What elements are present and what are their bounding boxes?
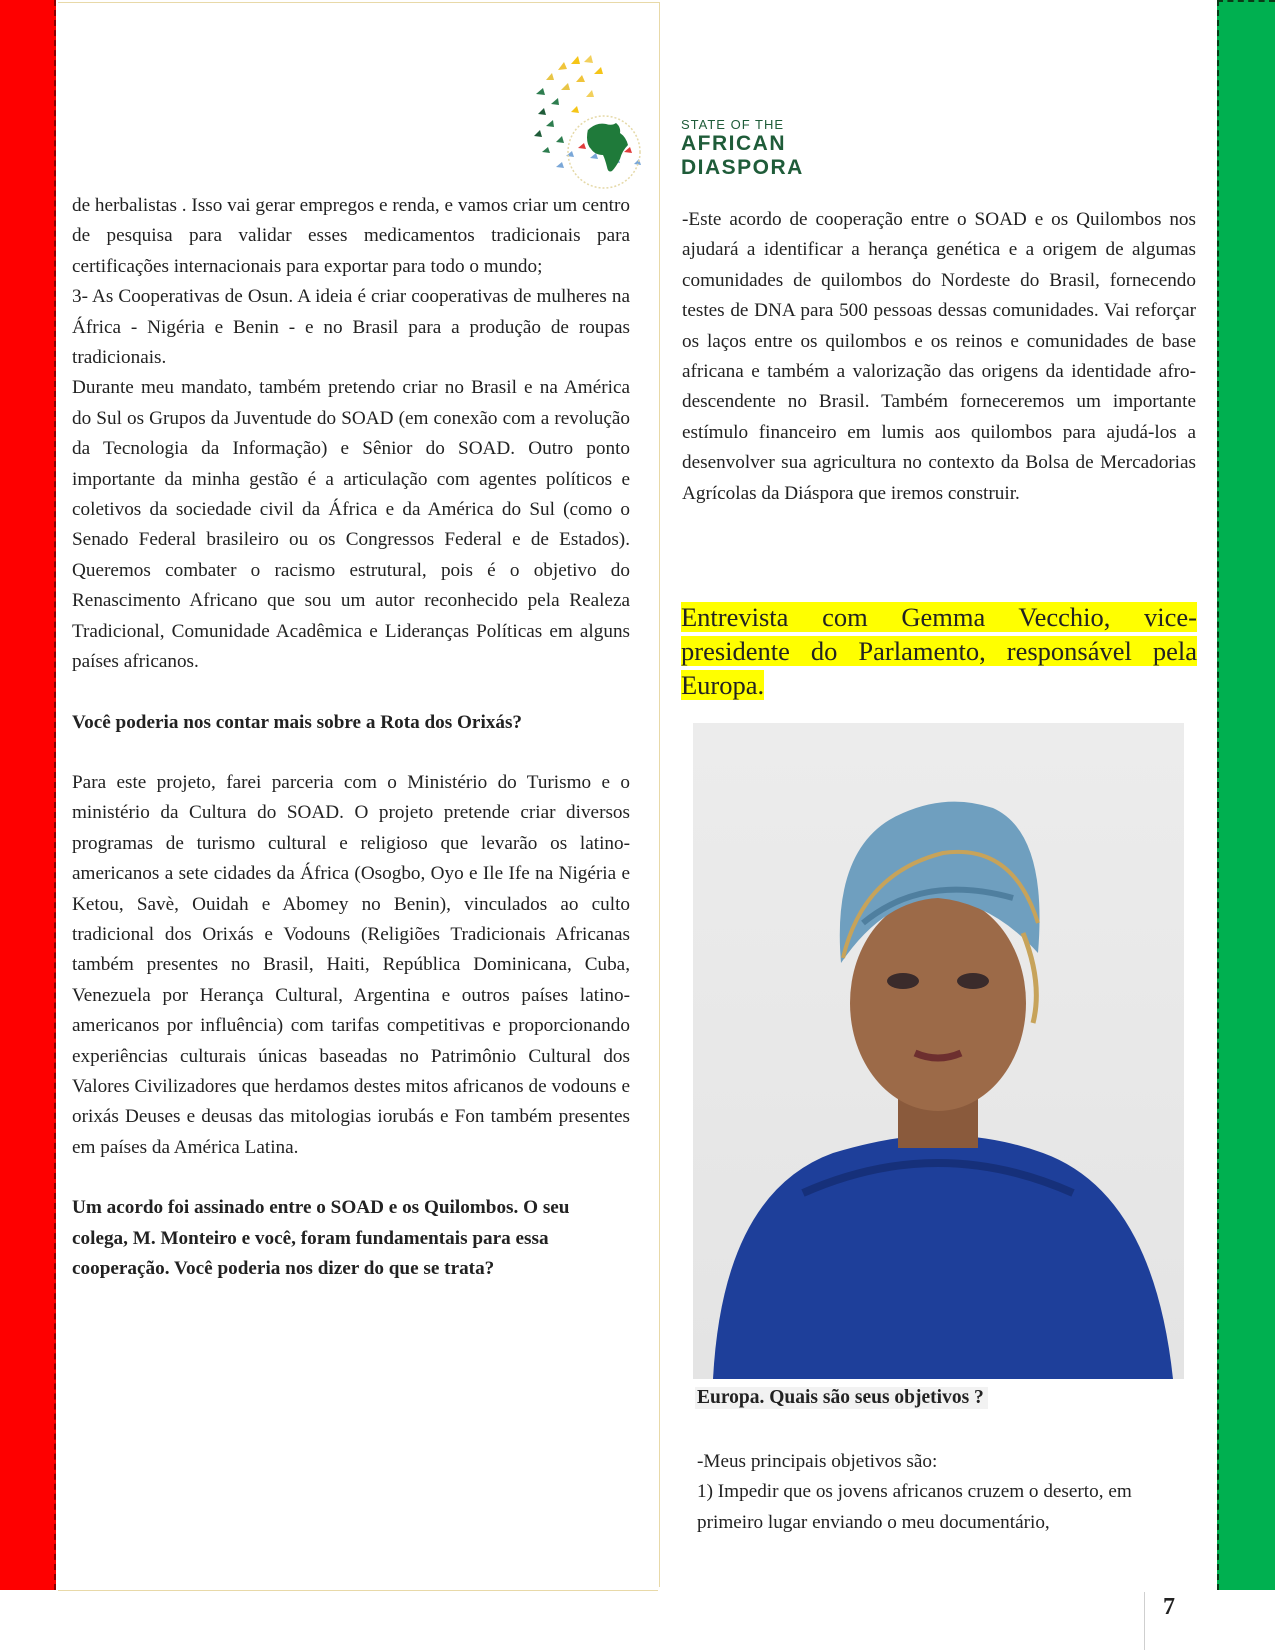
paragraph: -Este acordo de cooperação entre o SOAD e os Quilombos nos ajudará a identificar a herança genética e a origem de algumas comunidades de quilombos do Nordeste do Brasil, fornecendo testes de DNA para 500 pessoas dessas comunidades. Vai reforçar os laços entre os quilombos e os reinos e comunidades de base africana e também a valorização das origens da identidade afro-descendente no Brasil. Também forneceremos um importante estímulo financeiro em lumis aos quilombos para ajudá-los a desenvolver sua agricultura no contexto da Bolsa de Mercadorias Agrícolas da Diáspora que iremos construir.	[682, 209, 1196, 504]
paragraph: de herbalistas . Isso vai gerar empregos e renda, e vamos criar um centro de pesquisa para validar esses medicamentos tradicionais para certificações internacionais para exportar para todo o mundo;	[72, 195, 630, 277]
left-column	[72, 191, 630, 1284]
paragraph: Durante meu mandato, também pretendo criar no Brasil e na América do Sul os Grupos da Juventude do SOAD (em conexão com a revolução da Tecnologia da Informação) e Sênior do SOAD. Outro ponto importante da minha gestão é a articulação com agentes políticos e coletivos da sociedade civil da África e da América do Sul (como o Senado Federal brasileiro ou os Congressos Federal e de Estados). Queremos combater o racismo estrutural, pois é o objetivo do Renascimento Africano que sou um autor reconhecido pela Realeza Tradicional, Comunidade Acadêmica e Lideranças Políticas em alguns países africanos.	[72, 377, 630, 673]
frame-line	[58, 1590, 658, 1591]
interview-question: Um acordo foi assinado entre o SOAD e os Quilombos. O seu colega, M. Monteiro e você, foram fundamentais para essa cooperação. Você poderia nos dizer do que se trata?	[72, 1197, 570, 1279]
logo-wordmark	[681, 117, 804, 180]
logo-line-2: AFRICAN	[681, 132, 786, 155]
paragraph: 1) Impedir que os jovens africanos cruzem o deserto, em primeiro lugar enviando o meu documentário,	[697, 1481, 1132, 1533]
frame-line	[58, 2, 660, 3]
page-number: 7	[1163, 1594, 1175, 1620]
photo-caption-question: Europa. Quais são seus objetivos ?	[695, 1387, 988, 1409]
frame-line	[659, 2, 660, 1587]
bird-flock-icon	[534, 55, 641, 168]
interview-question: Você poderia nos contar mais sobre a Rota dos Orixás?	[72, 711, 523, 733]
paragraph: 3- As Cooperativas de Osun. A ideia é criar cooperativas de mulheres na África - Nigéria e Benin - e no Brasil para a produção de roupas tradicionais.	[72, 286, 630, 369]
paragraph: -Meus principais objetivos são:	[697, 1451, 938, 1472]
highlighted-heading	[681, 600, 1197, 702]
highlighted-heading-text: Entrevista com Gemma Vecchio, vice-presidente do Parlamento, responsável pela Europa.	[681, 602, 1197, 700]
right-column-answer	[697, 1447, 1177, 1538]
page-number-divider	[1144, 1592, 1145, 1650]
paragraph: Para este projeto, farei parceria com o Ministério do Turismo e o ministério da Cultura do SOAD. O projeto pretende criar diversos programas de turismo cultural e religioso que levarão os latino-americanos a sete cidades da África (Osogbo, Oyo e Ile Ife na Nigéria e Ketou, Savè, Ouidah e Abomey no Benin), vinculados ao culto tradicional dos Orixás e Vodouns (Religiões Tradicionais Africanas também presentes no Brasil, Haiti, República Dominicana, Cuba, Venezuela por Herança Cultural, Argentina e outros países latino-americanos por influência) com tarifas competitivas e proporcionando experiências culturais únicas baseadas no Patrimônio Cultural dos Valores Civilizadores que herdamos destes mitos africanos de vodouns e orixás Deuses e deusas das mitologias iorubás e Fon também presentes em países da América Latina.	[72, 771, 630, 1158]
right-column	[682, 205, 1196, 509]
right-color-bar	[1217, 0, 1275, 1590]
left-color-bar	[0, 0, 56, 1590]
logo-line-1: STATE OF THE	[681, 117, 785, 132]
africa-map-icon	[587, 123, 628, 172]
logo-line-3: DIASPORA	[681, 156, 804, 179]
portrait-illustration	[693, 723, 1184, 1379]
portrait-photo	[693, 723, 1184, 1379]
